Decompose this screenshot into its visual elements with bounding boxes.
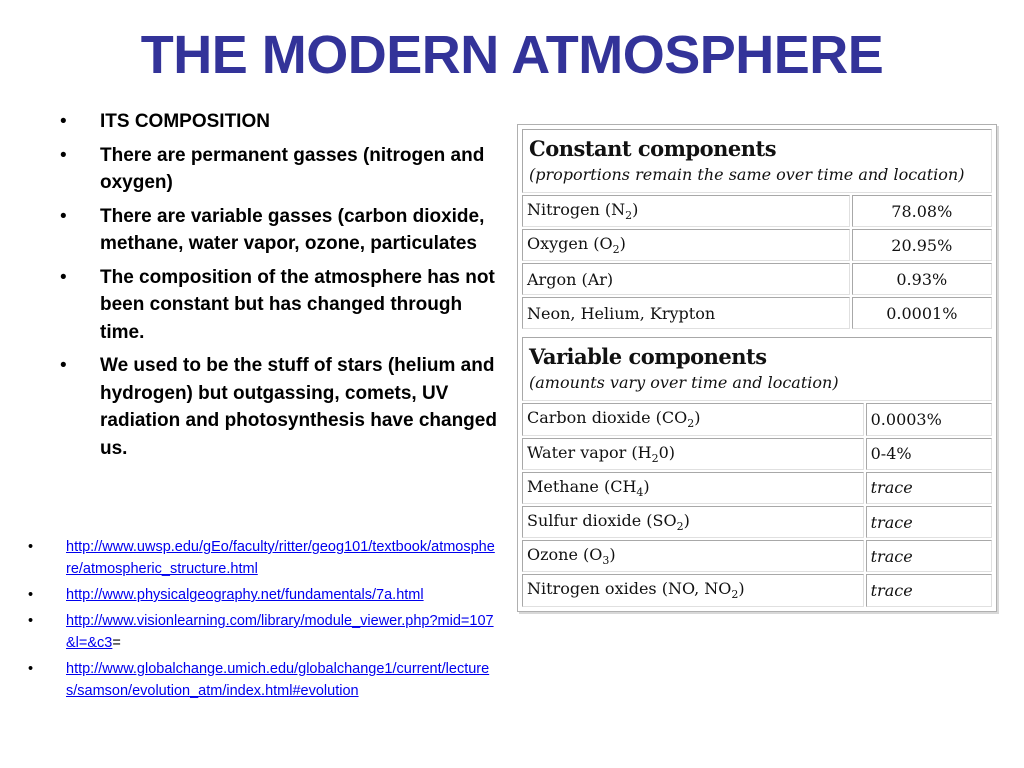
gas-name: Nitrogen $(N_2)$ bbox=[522, 195, 850, 227]
gas-value: trace bbox=[866, 506, 992, 538]
bullet-dot: • bbox=[60, 355, 67, 376]
table-row bbox=[522, 574, 992, 606]
gas-value: 0.93% bbox=[852, 263, 992, 295]
variable-header bbox=[522, 337, 992, 401]
gas-name: Argon (Ar) bbox=[522, 263, 850, 295]
constant-heading: Constant components bbox=[529, 136, 777, 161]
reference-link[interactable]: http://www.globalchange.umich.edu/globalchange1/current/lectures/samson/evolution_atm/index.html#evolution bbox=[66, 661, 490, 699]
gas-name: Nitrogen oxides (NO, $NO_2$) bbox=[522, 574, 864, 606]
link-suffix: = bbox=[112, 635, 121, 651]
gas-name: Sulfur dioxide $(SO_2)$ bbox=[522, 506, 864, 538]
bullet-item bbox=[60, 264, 500, 347]
bullet-text: We used to be the stuff of stars (helium and hydrogen) but outgassing, comets, UV radiation and photosynthesis have changed us. bbox=[100, 355, 497, 459]
reference-link[interactable]: http://www.physicalgeography.net/fundamentals/7a.html bbox=[66, 587, 424, 603]
constant-components-table bbox=[520, 127, 994, 331]
table-row bbox=[522, 297, 992, 329]
bullet-text: There are variable gasses (carbon dioxide, methane, water vapor, ozone, particulates bbox=[100, 205, 485, 254]
bullet-dot: • bbox=[28, 661, 34, 677]
table-row bbox=[522, 438, 992, 470]
gas-value: trace bbox=[866, 574, 992, 606]
bullet-dot: • bbox=[28, 587, 34, 603]
constant-subheading: (proportions remain the same over time and location) bbox=[529, 165, 965, 184]
constant-header bbox=[522, 129, 992, 193]
bullet-text: The composition of the atmosphere has not been constant but has changed through time. bbox=[100, 266, 495, 343]
reference-link[interactable]: http://www.visionlearning.com/library/module_viewer.php?mid=107&l=&c3 bbox=[66, 613, 494, 651]
table-row bbox=[522, 229, 992, 261]
gas-value: 78.08% bbox=[852, 195, 992, 227]
gas-value: 0.0001% bbox=[852, 297, 992, 329]
bullet-text: ITS COMPOSITION bbox=[100, 111, 270, 132]
gas-value: 0.0003% bbox=[866, 403, 992, 435]
table-row bbox=[522, 403, 992, 435]
table-row bbox=[522, 263, 992, 295]
gas-name: Carbon dioxide $(CO_2)$ bbox=[522, 403, 864, 435]
gas-value: 20.95% bbox=[852, 229, 992, 261]
variable-heading: Variable components bbox=[529, 344, 767, 370]
table-row bbox=[522, 195, 992, 227]
link-item bbox=[28, 584, 498, 606]
bullet-dot: • bbox=[60, 266, 67, 288]
variable-subheading: (amounts vary over time and location) bbox=[529, 373, 839, 393]
bullet-dot: • bbox=[28, 613, 34, 629]
bullet-dot: • bbox=[60, 111, 67, 132]
table-row bbox=[522, 472, 992, 504]
gas-value: trace bbox=[866, 540, 992, 572]
slide-title: THE MODERN ATMOSPHERE bbox=[140, 25, 884, 85]
gas-name: Oxygen $(O_2)$ bbox=[522, 229, 850, 261]
bullet-text: There are permanent gasses (nitrogen and oxygen) bbox=[100, 144, 485, 193]
reference-links bbox=[28, 536, 498, 706]
gas-name: Neon, Helium, Krypton bbox=[522, 297, 850, 329]
bullet-list bbox=[60, 108, 500, 468]
bullet-item bbox=[60, 203, 500, 258]
gas-name: Methane $(CH_4)$ bbox=[522, 472, 864, 504]
atmosphere-composition-tables bbox=[517, 124, 997, 612]
bullet-dot: • bbox=[60, 205, 67, 227]
bullet-item bbox=[60, 142, 500, 197]
link-item bbox=[28, 610, 498, 654]
gas-value: trace bbox=[866, 472, 992, 504]
bullet-item bbox=[60, 108, 500, 136]
gas-name: Water vapor $(H_20)$ bbox=[522, 438, 864, 470]
gas-name: Ozone $(O_3)$ bbox=[522, 540, 864, 572]
link-item bbox=[28, 658, 498, 702]
variable-components-table bbox=[520, 335, 994, 608]
bullet-dot: • bbox=[28, 539, 34, 555]
table-row bbox=[522, 506, 992, 538]
gas-value: 0-4% bbox=[866, 438, 992, 470]
bullet-item bbox=[60, 352, 500, 462]
bullet-dot: • bbox=[60, 144, 67, 166]
reference-link[interactable]: http://www.uwsp.edu/gEo/faculty/ritter/geog101/textbook/atmosphere/atmospheric_structure.html bbox=[66, 539, 495, 577]
table-row bbox=[522, 540, 992, 572]
link-item bbox=[28, 536, 498, 580]
